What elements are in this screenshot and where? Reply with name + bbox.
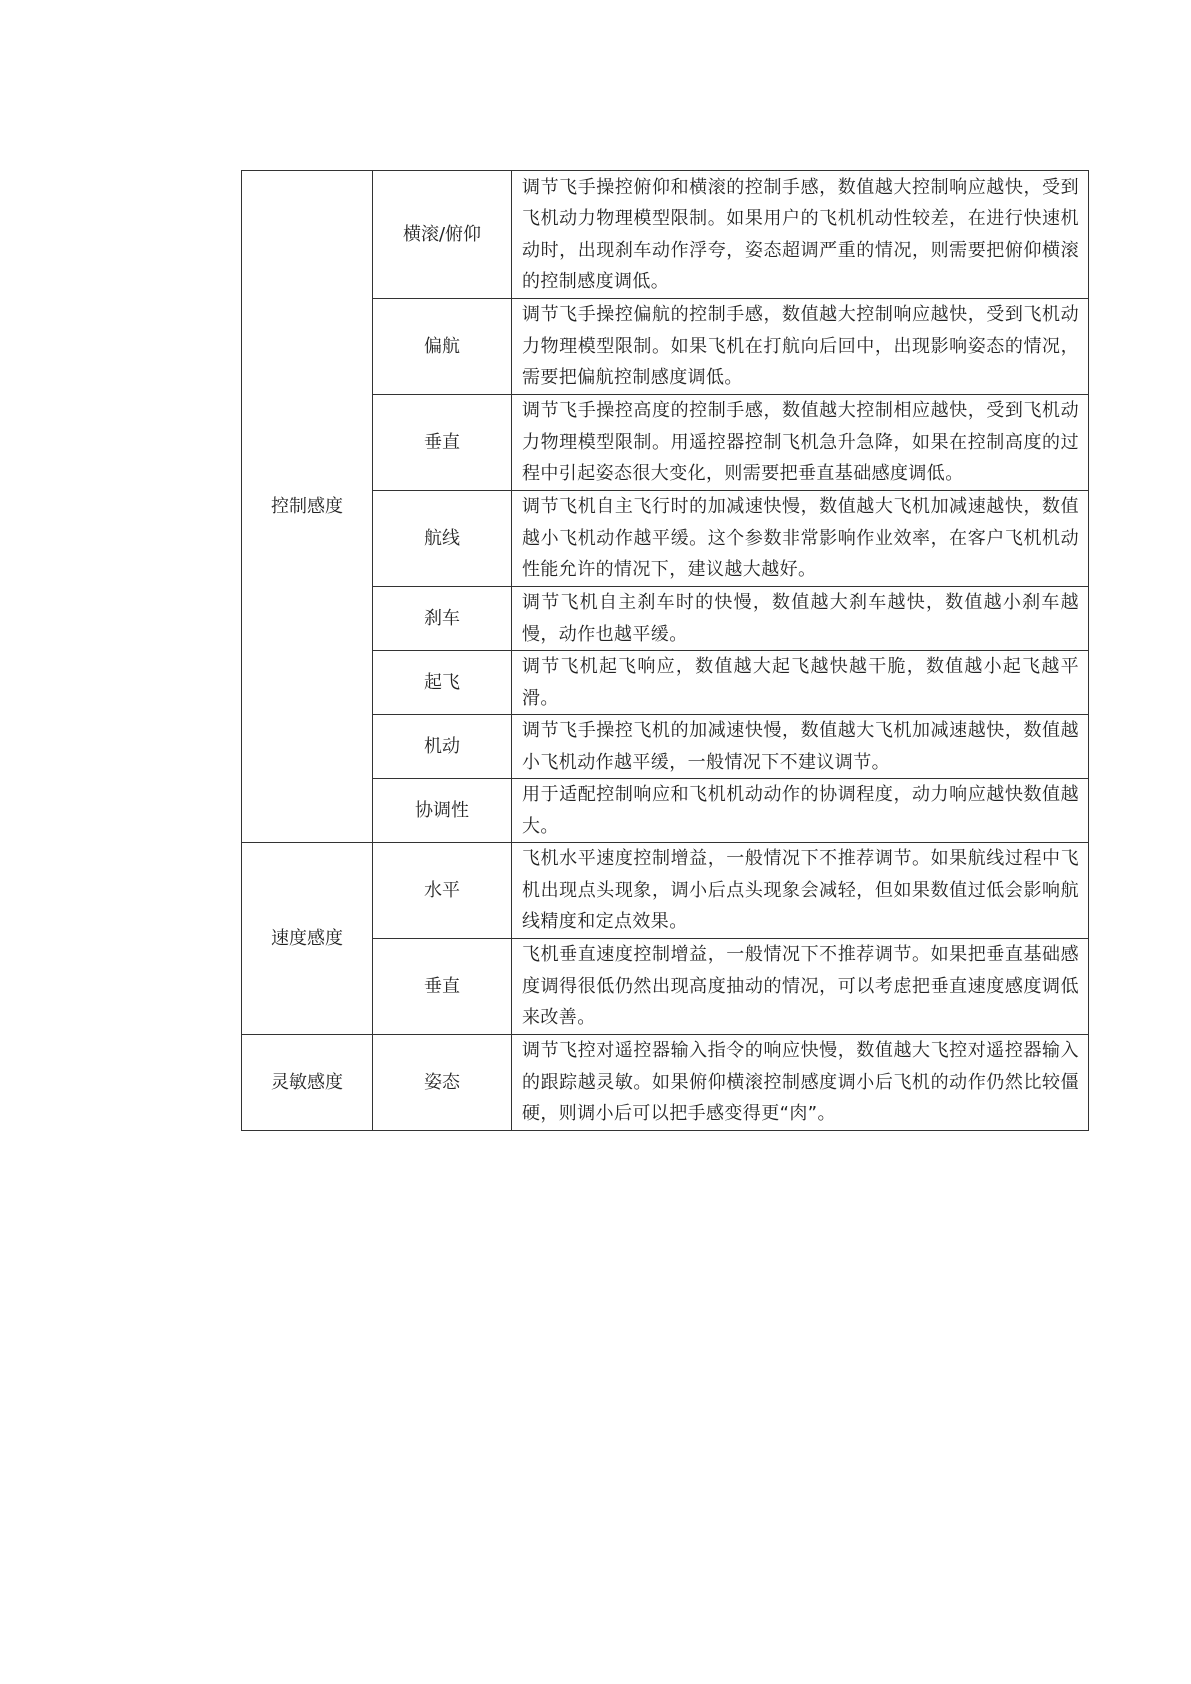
parameter-description: 调节飞手操控高度的控制手感，数值越大控制相应越快，受到飞机动力物理模型限制。用遥控器控制飞机急升急降，如果在控制高度的过程中引起姿态很大变化，则需要把垂直基础感度调低。 [512, 395, 1089, 491]
table-row [242, 1035, 1089, 1131]
parameter-description: 调节飞手操控偏航的控制手感，数值越大控制响应越快，受到飞机动力物理模型限制。如果飞机在打航向后回中，出现影响姿态的情况，需要把偏航控制感度调低。 [512, 299, 1089, 395]
table-row [242, 171, 1089, 299]
parameter-name: 协调性 [373, 779, 512, 843]
parameter-name: 起飞 [373, 651, 512, 715]
category-cell: 灵敏感度 [242, 1035, 373, 1131]
parameter-name: 偏航 [373, 299, 512, 395]
parameter-name: 航线 [373, 491, 512, 587]
parameter-name: 垂直 [373, 395, 512, 491]
parameter-name: 刹车 [373, 587, 512, 651]
parameter-description: 飞机水平速度控制增益，一般情况下不推荐调节。如果航线过程中飞机出现点头现象，调小后点头现象会减轻，但如果数值过低会影响航线精度和定点效果。 [512, 843, 1089, 939]
category-cell: 速度感度 [242, 843, 373, 1035]
table-row [242, 843, 1089, 939]
parameter-description: 用于适配控制响应和飞机机动动作的协调程度，动力响应越快数值越大。 [512, 779, 1089, 843]
parameter-name: 横滚/俯仰 [373, 171, 512, 299]
parameter-description: 调节飞控对遥控器输入指令的响应快慢，数值越大飞控对遥控器输入的跟踪越灵敏。如果俯仰横滚控制感度调小后飞机的动作仍然比较僵硬，则调小后可以把手感变得更“肉”。 [512, 1035, 1089, 1131]
sensitivity-table [241, 170, 1089, 1131]
parameter-description: 调节飞机自主刹车时的快慢，数值越大刹车越快，数值越小刹车越慢，动作也越平缓。 [512, 587, 1089, 651]
parameter-description: 调节飞机起飞响应，数值越大起飞越快越干脆，数值越小起飞越平滑。 [512, 651, 1089, 715]
parameter-name: 机动 [373, 715, 512, 779]
parameter-description: 调节飞机自主飞行时的加减速快慢，数值越大飞机加减速越快，数值越小飞机动作越平缓。这个参数非常影响作业效率，在客户飞机机动性能允许的情况下，建议越大越好。 [512, 491, 1089, 587]
parameter-name: 水平 [373, 843, 512, 939]
parameter-name: 垂直 [373, 939, 512, 1035]
parameter-description: 飞机垂直速度控制增益，一般情况下不推荐调节。如果把垂直基础感度调得很低仍然出现高度抽动的情况，可以考虑把垂直速度感度调低来改善。 [512, 939, 1089, 1035]
parameter-description: 调节飞手操控俯仰和横滚的控制手感，数值越大控制响应越快，受到飞机动力物理模型限制。如果用户的飞机机动性较差，在进行快速机动时，出现刹车动作浮夸，姿态超调严重的情况，则需要把俯仰横滚的控制感度调低。 [512, 171, 1089, 299]
category-cell: 控制感度 [242, 171, 373, 843]
parameter-name: 姿态 [373, 1035, 512, 1131]
parameter-description: 调节飞手操控飞机的加减速快慢，数值越大飞机加减速越快，数值越小飞机动作越平缓，一般情况下不建议调节。 [512, 715, 1089, 779]
